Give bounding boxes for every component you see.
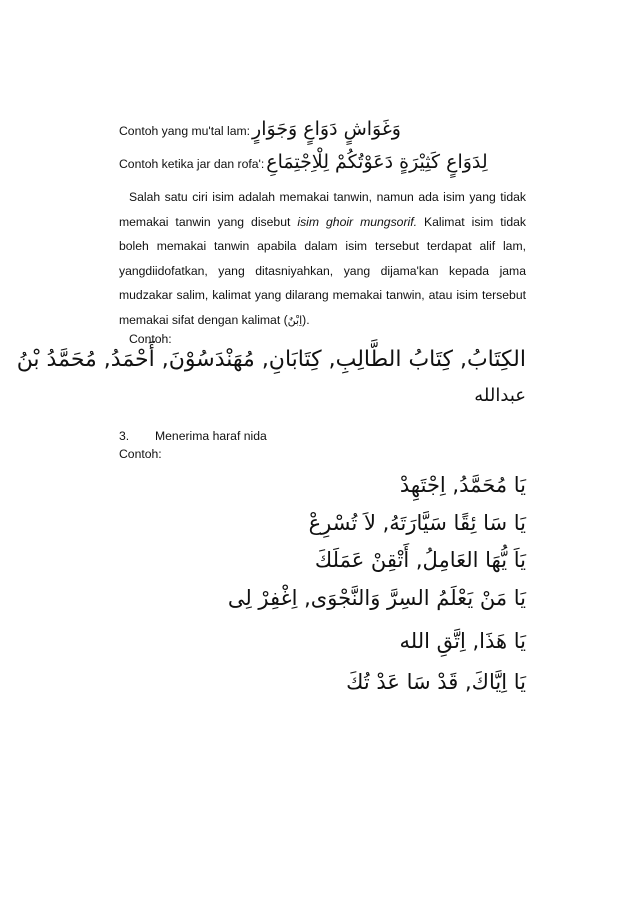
paragraph-text: memakai tanwin yang disebut bbox=[119, 214, 298, 229]
paragraph-line bbox=[119, 210, 526, 235]
tanwin-paragraph bbox=[119, 185, 526, 332]
jar-rofa-label: Contoh ketika jar dan rofa': bbox=[119, 157, 265, 171]
paragraph-line: mudzakar salim, kalimat yang dilarang memakai tanwin, atau isim tersebut bbox=[119, 288, 526, 302]
mutal-lam-label: Contoh yang mu'tal lam: bbox=[119, 124, 251, 138]
nida-example: يَا سَا ئِقًا سَيَّارَتَهُ, لاَ تُسْرِعْ bbox=[308, 511, 526, 535]
section-title: Menerima haraf nida bbox=[155, 429, 267, 443]
paragraph-text: memakai sifat dengan kalimat ( bbox=[119, 312, 288, 327]
paragraph-line: yangdiidofatkan, yang ditasniyahkan, yang dijama'kan kepada jama bbox=[119, 263, 526, 278]
nida-example: يَا مَنْ يَعْلَمُ السِرَّ وَالنَّجْوَى, اِغْفِرْ لِى bbox=[227, 586, 526, 610]
paragraph-line: Salah satu ciri isim adalah memakai tanwin, namun ada isim yang tidak bbox=[129, 190, 526, 204]
paragraph-line: boleh memakai tanwin apabila dalam isim tersebut terdapat alif lam, bbox=[119, 239, 526, 253]
nida-example: يَا مُحَمَّدُ, اِجْتَهِدْ bbox=[399, 473, 526, 497]
nida-example: يَا اِيَّاكَ, قَدْ سَا عَدْ تُكَ bbox=[346, 670, 526, 694]
nida-example: يَاَ يُّهَا العَامِلُ, أَتْقِنْ عَمَلَكَ bbox=[314, 548, 526, 572]
contoh-arabic-line: الكِتَابُ, كِتَابُ الطَّالِبِ, كِتَابَانِ, مُهَنْدَسُوْنَ, أَحْمَدُ, مُحَمَّدُ بْنُ bbox=[16, 347, 526, 372]
paragraph-text: Kalimat isim tidak bbox=[417, 214, 527, 229]
paragraph-text: ). bbox=[302, 312, 310, 327]
mutal-lam-arabic: وَغَوَاشٍ دَوَاعٍ وَجَوَارٍ bbox=[252, 118, 401, 140]
nida-example: يَا هَذَا, اِتَّقِ الله bbox=[399, 629, 526, 653]
jar-rofa-example bbox=[119, 151, 488, 173]
contoh-arabic-line: عبدالله bbox=[474, 385, 526, 406]
jar-rofa-arabic: لِدَوَاعٍ كَثِيْرَةٍ دَعَوْتُكُمْ لِلْاِجْتِمَاعِ bbox=[266, 151, 488, 173]
section-number: 3. bbox=[119, 429, 130, 443]
contoh-label: Contoh: bbox=[129, 332, 172, 346]
section-contoh-label: Contoh: bbox=[119, 447, 162, 461]
paragraph-italic-term: isim ghoir mungsorif. bbox=[297, 214, 417, 229]
paragraph-arabic-term: اِبْنٌ bbox=[287, 313, 303, 327]
mutal-lam-example bbox=[119, 118, 401, 140]
paragraph-line bbox=[119, 308, 526, 333]
